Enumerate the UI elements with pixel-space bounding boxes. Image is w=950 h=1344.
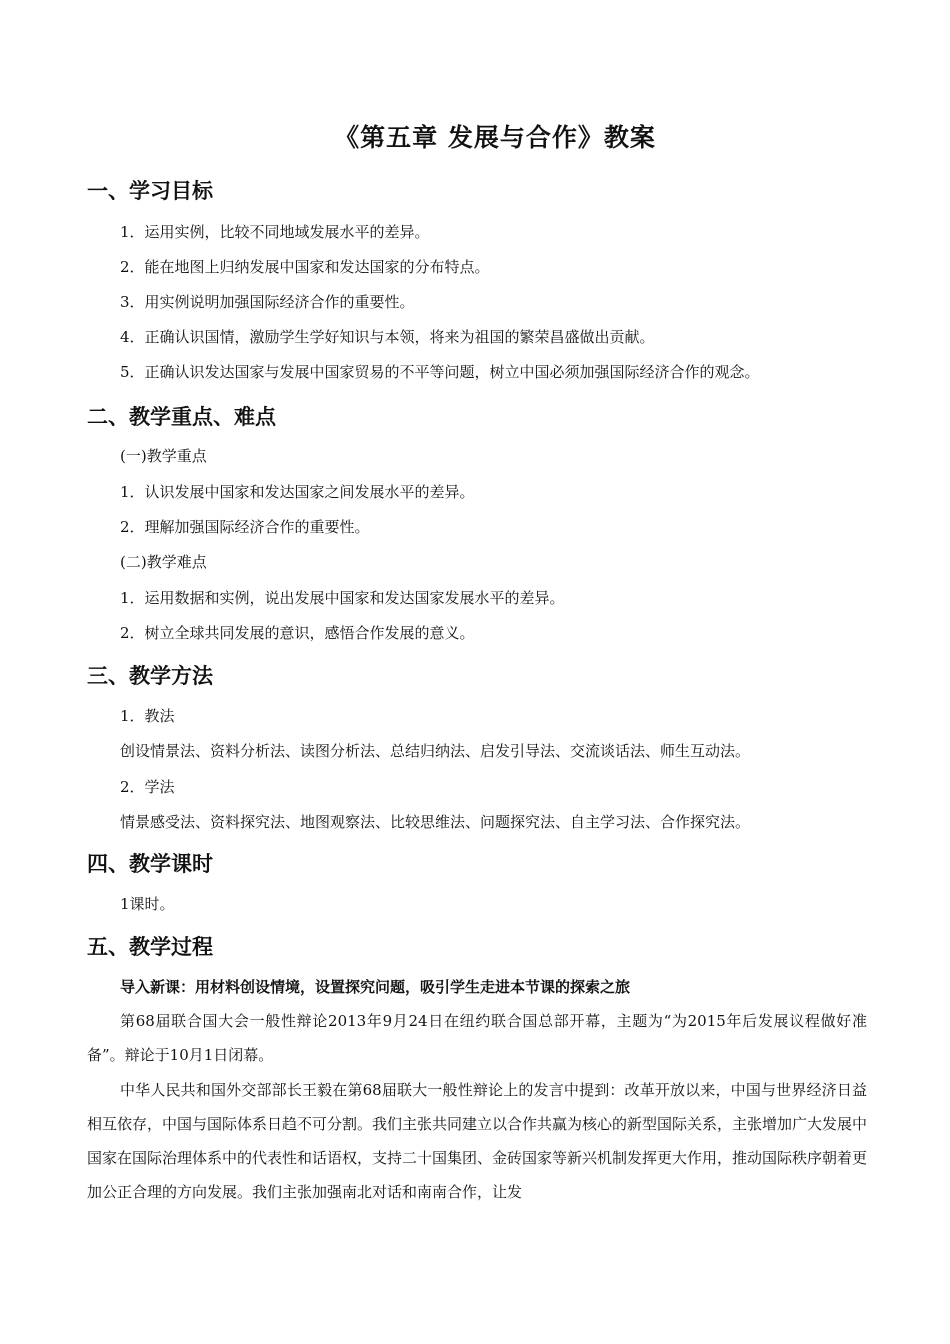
hours-text: 1课时。 — [120, 895, 175, 913]
intro-subheading: 导入新课：用材料创设情境，设置探究问题，吸引学生走进本节课的探索之旅 — [120, 978, 631, 996]
section-heading-process: 五、教学过程 — [87, 935, 213, 959]
paragraph: 第68届联合国大会一般性辩论2013年9月24日在纽约联合国总部开幕，主题为“为2015年后发展议程做好准备”。辩论于10月1日闭幕。 — [87, 1012, 867, 1064]
subheading-key: (一)教学重点 — [120, 447, 207, 465]
learn-method-text: 情景感受法、资料探究法、地图观察法、比较思维法、问题探究法、自主学习法、合作探究法。 — [120, 813, 751, 831]
section-heading-objectives: 一、学习目标 — [87, 179, 213, 203]
list-item: 2．树立全球共同发展的意识，感悟合作发展的意义。 — [120, 624, 475, 642]
section-heading-methods: 三、教学方法 — [87, 664, 213, 688]
paragraph: 中华人民共和国外交部部长王毅在第68届联大一般性辩论上的发言中提到：改革开放以来，中国与世界经济日益相互依存，中国与国际体系日趋不可分割。我们主张共同建立以合作共赢为核心的新型国际关系，主张增加广大发展中国家在国际治理体系中的代表性和话语权，支持二十国集团、金砖国家等新兴机制发挥更大作用，推动国际秩序朝着更加公正合理的方向发展。我们主张加强南北对话和南南合作，让发 — [87, 1081, 868, 1201]
list-item: 2．理解加强国际经济合作的重要性。 — [120, 518, 370, 536]
section-heading-key-points: 二、教学重点、难点 — [87, 405, 276, 429]
list-item: 2．能在地图上归纳发展中国家和发达国家的分布特点。 — [120, 258, 490, 276]
page-title: 《第五章 发展与合作》教案 — [334, 123, 656, 152]
teach-method-text: 创设情景法、资料分析法、读图分析法、总结归纳法、启发引导法、交流谈话法、师生互动法。 — [120, 742, 751, 760]
subheading-difficult: (二)教学难点 — [120, 553, 207, 571]
learn-method-label: 2．学法 — [120, 778, 175, 796]
teach-method-label: 1．教法 — [120, 707, 175, 725]
section-heading-hours: 四、教学课时 — [87, 852, 213, 876]
list-item: 1．运用实例，比较不同地域发展水平的差异。 — [120, 223, 430, 241]
list-item: 3．用实例说明加强国际经济合作的重要性。 — [120, 293, 415, 311]
list-item: 4．正确认识国情，激励学生学好知识与本领，将来为祖国的繁荣昌盛做出贡献。 — [120, 328, 655, 346]
list-item: 5．正确认识发达国家与发展中国家贸易的不平等问题，树立中国必须加强国际经济合作的观念。 — [120, 363, 760, 381]
list-item: 1．运用数据和实例，说出发展中国家和发达国家发展水平的差异。 — [120, 589, 565, 607]
list-item: 1．认识发展中国家和发达国家之间发展水平的差异。 — [120, 483, 475, 501]
